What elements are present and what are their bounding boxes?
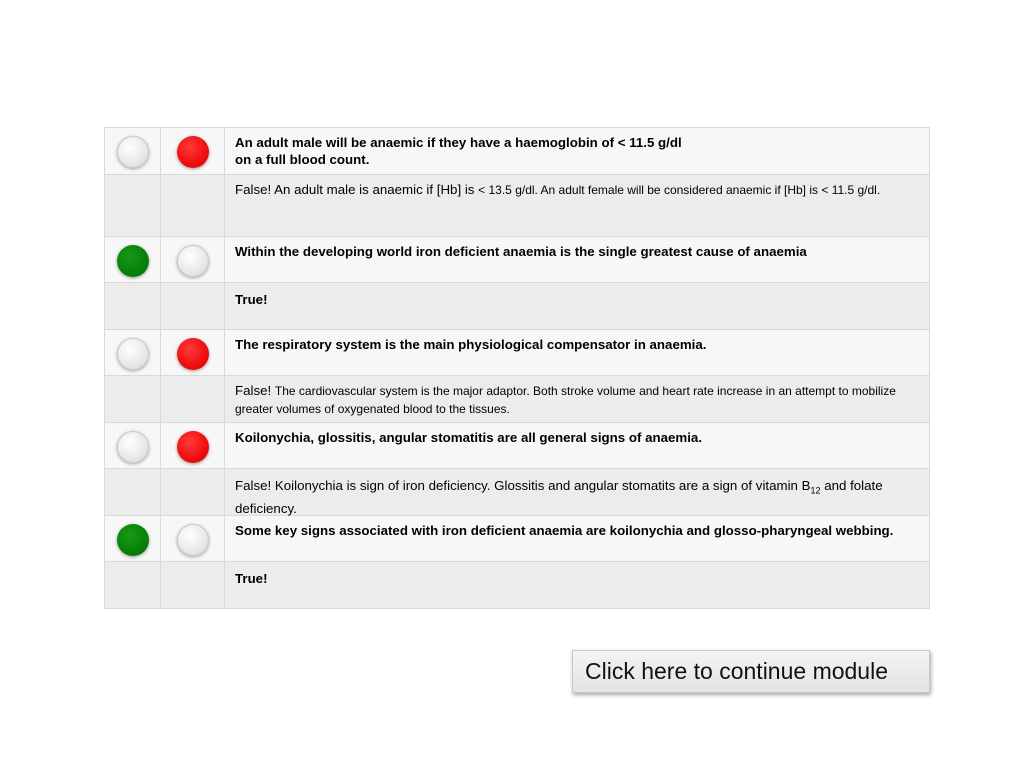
question-text: Within the developing world iron deficient anaemia is the single greatest cause of anaemia (235, 244, 807, 259)
answer-lead: False! Koilonychia is sign of iron deficiency. Glossitis and angular stomatits are a sign of vitamin B (235, 478, 811, 493)
answer-text: True! (235, 292, 268, 307)
true-cell (105, 128, 161, 174)
true-cell (105, 516, 161, 561)
answer-text: True! (235, 571, 268, 586)
answer-row (105, 376, 929, 423)
answer-text (225, 376, 929, 422)
answer-text (225, 175, 929, 236)
question-text: Koilonychia, glossitis, angular stomatitis are all general signs of anaemia. (235, 430, 703, 445)
answer-rest: The cardiovascular system is the major adaptor. Both stroke volume and heart rate increase in an attempt to mobilize greater volumes of oxygenated blood to the tissues. (235, 384, 896, 416)
false-button[interactable] (177, 245, 209, 277)
true-button[interactable] (117, 245, 149, 277)
true-button[interactable] (117, 524, 149, 556)
false-cell (161, 237, 225, 282)
true-cell (105, 330, 161, 375)
answer-row (105, 469, 929, 516)
answer-subscript: 12 (810, 485, 821, 496)
answer-row (105, 283, 929, 330)
answer-lead: False! (235, 383, 275, 398)
false-cell (161, 128, 225, 174)
true-cell (105, 423, 161, 468)
answer-rest: and folate deficiency. (235, 478, 883, 516)
true-button[interactable] (117, 338, 149, 370)
true-cell (105, 237, 161, 282)
answer-text (225, 469, 929, 515)
false-button[interactable] (177, 338, 209, 370)
true-button[interactable] (117, 136, 149, 168)
true-button[interactable] (117, 431, 149, 463)
question-line-1: An adult male will be anaemic if they have a haemoglobin of < 11.5 g/dl (235, 135, 682, 150)
false-cell (161, 423, 225, 468)
question-row (105, 237, 929, 283)
quiz-table (104, 127, 930, 609)
false-cell (161, 516, 225, 561)
question-line-2: on a full blood count. (235, 152, 370, 167)
question-row (105, 128, 929, 175)
answer-rest: < 13.5 g/dl. An adult female will be considered anaemic if [Hb] is < 11.5 g/dl. (478, 183, 881, 197)
question-text (225, 128, 929, 174)
question-text: Some key signs associated with iron deficient anaemia are koilonychia and glosso-pharyngeal webbing. (235, 523, 894, 538)
answer-row (105, 175, 929, 237)
continue-module-button[interactable]: Click here to continue module (572, 650, 930, 693)
false-button[interactable] (177, 524, 209, 556)
question-row (105, 330, 929, 376)
false-button[interactable] (177, 431, 209, 463)
question-row (105, 423, 929, 469)
answer-row (105, 562, 929, 608)
answer-lead: False! An adult male is anaemic if [Hb] is (235, 182, 479, 197)
false-button[interactable] (177, 136, 209, 168)
question-text: The respiratory system is the main physiological compensator in anaemia. (235, 337, 707, 352)
false-cell (161, 330, 225, 375)
question-row (105, 516, 929, 562)
